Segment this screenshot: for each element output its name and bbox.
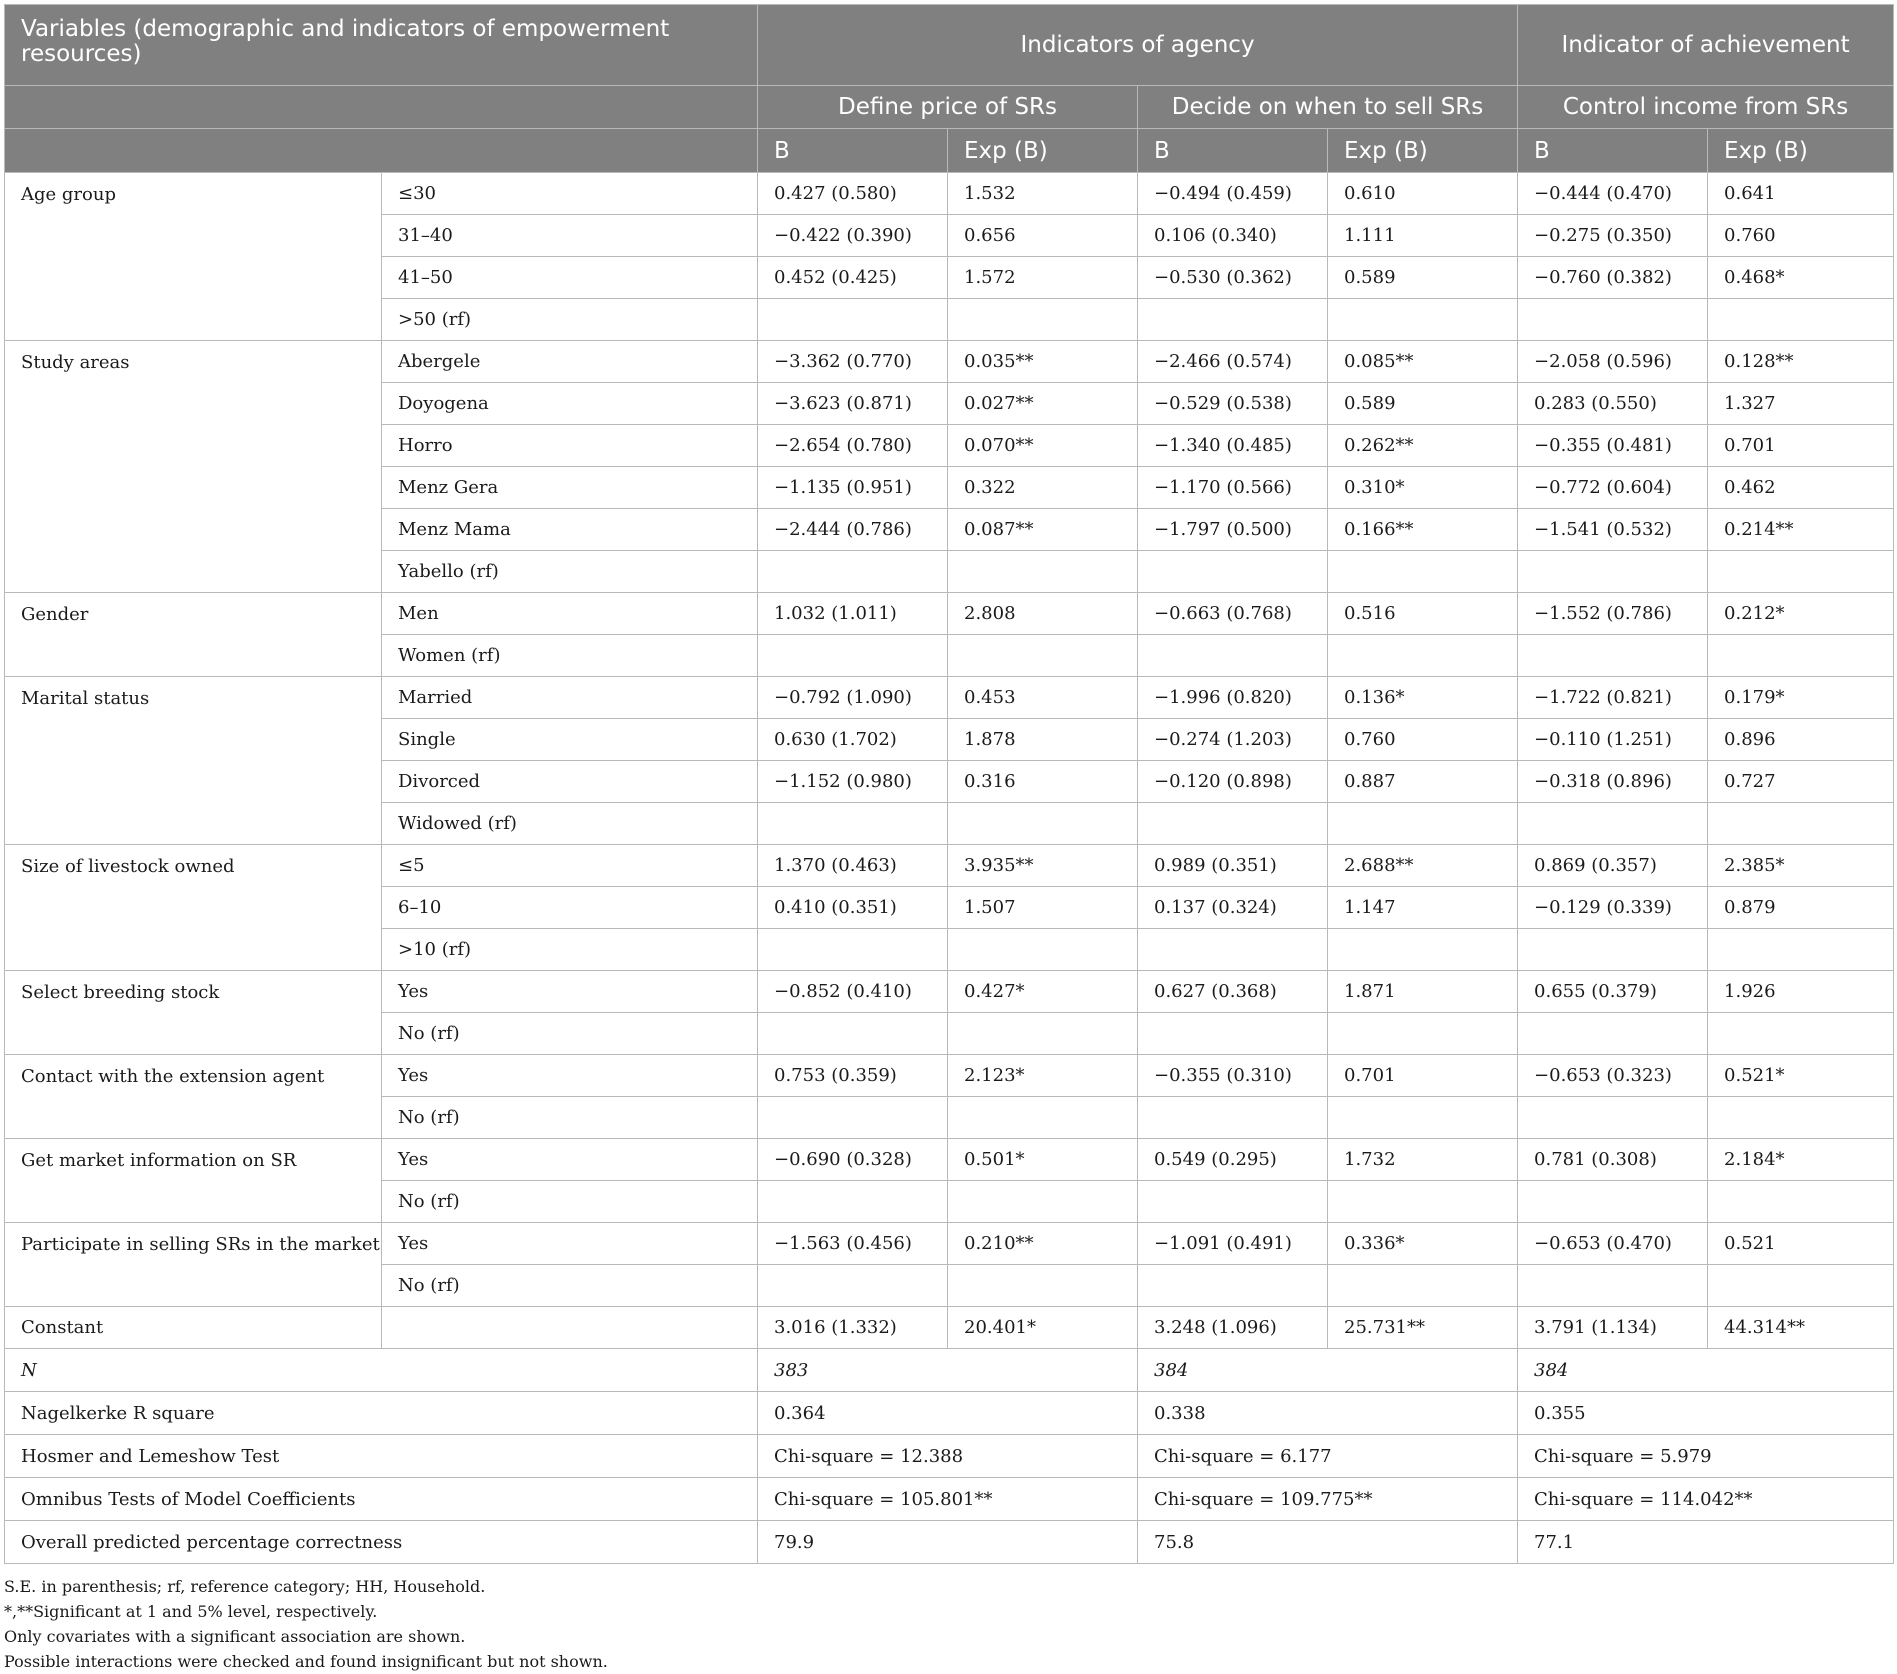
expb-cell: 1.878 xyxy=(948,719,1138,761)
expb-cell: 1.572 xyxy=(948,257,1138,299)
expb-cell xyxy=(1708,1265,1894,1307)
expb-cell: 0.516 xyxy=(1328,593,1518,635)
coef-cell xyxy=(758,1265,948,1307)
category-level: ≤5 xyxy=(382,845,758,887)
coef-cell xyxy=(758,929,948,971)
expb-cell: 0.589 xyxy=(1328,257,1518,299)
table-row xyxy=(5,971,1894,1013)
expb-cell: 0.310* xyxy=(1328,467,1518,509)
stat-row xyxy=(5,1349,1894,1392)
expb-cell xyxy=(948,1265,1138,1307)
coef-cell xyxy=(1138,1013,1328,1055)
coef-cell: −0.663 (0.768) xyxy=(1138,593,1328,635)
coef-cell xyxy=(1138,299,1328,341)
stat-value: 383 xyxy=(758,1349,1138,1392)
expb-cell: 25.731** xyxy=(1328,1307,1518,1349)
coef-cell: 3.016 (1.332) xyxy=(758,1307,948,1349)
coef-cell: 0.627 (0.368) xyxy=(1138,971,1328,1013)
coef-cell: −0.494 (0.459) xyxy=(1138,173,1328,215)
coef-cell: −0.422 (0.390) xyxy=(758,215,948,257)
expb-cell: 0.610 xyxy=(1328,173,1518,215)
coef-cell: 0.283 (0.550) xyxy=(1518,383,1708,425)
coef-cell: 0.452 (0.425) xyxy=(758,257,948,299)
expb-cell xyxy=(1708,803,1894,845)
expb-cell: 0.212* xyxy=(1708,593,1894,635)
category-level: 41–50 xyxy=(382,257,758,299)
expb-cell xyxy=(1328,551,1518,593)
coef-cell: 0.781 (0.308) xyxy=(1518,1139,1708,1181)
coef-cell: 0.137 (0.324) xyxy=(1138,887,1328,929)
coef-cell: −0.772 (0.604) xyxy=(1518,467,1708,509)
coef-cell: −0.760 (0.382) xyxy=(1518,257,1708,299)
stat-value: 75.8 xyxy=(1138,1521,1518,1564)
stat-value: 0.338 xyxy=(1138,1392,1518,1435)
coef-cell xyxy=(1138,635,1328,677)
category-level: No (rf) xyxy=(382,1265,758,1307)
b-header: B xyxy=(1138,129,1328,173)
coef-cell: −1.563 (0.456) xyxy=(758,1223,948,1265)
table-row xyxy=(5,1223,1894,1265)
stat-value: Chi-square = 6.177 xyxy=(1138,1435,1518,1478)
coef-cell: 0.989 (0.351) xyxy=(1138,845,1328,887)
expb-cell: 0.035** xyxy=(948,341,1138,383)
expb-cell: 0.262** xyxy=(1328,425,1518,467)
coef-cell xyxy=(1138,1265,1328,1307)
coef-cell: −0.653 (0.323) xyxy=(1518,1055,1708,1097)
coef-cell xyxy=(1138,803,1328,845)
expb-cell xyxy=(948,1097,1138,1139)
expb-cell xyxy=(1708,1181,1894,1223)
coef-cell: −1.722 (0.821) xyxy=(1518,677,1708,719)
expb-cell: 0.087** xyxy=(948,509,1138,551)
expb-cell xyxy=(1328,299,1518,341)
table-container xyxy=(4,4,1893,1674)
table-row xyxy=(5,593,1894,635)
category-level: Abergele xyxy=(382,341,758,383)
coef-cell xyxy=(1518,635,1708,677)
category-level: >10 (rf) xyxy=(382,929,758,971)
expb-cell: 0.521* xyxy=(1708,1055,1894,1097)
expb-cell: 1.147 xyxy=(1328,887,1518,929)
coef-cell: −0.444 (0.470) xyxy=(1518,173,1708,215)
decide-when-header: Decide on when to sell SRs xyxy=(1138,86,1518,129)
coef-cell xyxy=(758,1013,948,1055)
coef-cell: 0.549 (0.295) xyxy=(1138,1139,1328,1181)
coef-cell xyxy=(758,1097,948,1139)
expb-cell: 2.688** xyxy=(1328,845,1518,887)
expb-cell: 0.896 xyxy=(1708,719,1894,761)
agency-header: Indicators of agency xyxy=(758,5,1518,86)
category-level: Menz Mama xyxy=(382,509,758,551)
expb-cell xyxy=(1708,299,1894,341)
coef-cell xyxy=(1518,1013,1708,1055)
coef-cell xyxy=(1518,1097,1708,1139)
stat-label: Nagelkerke R square xyxy=(5,1392,758,1435)
stat-label: N xyxy=(5,1349,758,1392)
expb-cell: 0.210** xyxy=(948,1223,1138,1265)
coef-cell: −2.466 (0.574) xyxy=(1138,341,1328,383)
coef-cell: −0.690 (0.328) xyxy=(758,1139,948,1181)
category-level: Married xyxy=(382,677,758,719)
expb-cell xyxy=(948,1013,1138,1055)
stat-row xyxy=(5,1478,1894,1521)
table-row xyxy=(5,1055,1894,1097)
expb-cell: 2.123* xyxy=(948,1055,1138,1097)
category-level: No (rf) xyxy=(382,1013,758,1055)
coef-cell: −0.852 (0.410) xyxy=(758,971,948,1013)
expb-cell: 0.214** xyxy=(1708,509,1894,551)
category-level: Yabello (rf) xyxy=(382,551,758,593)
coef-cell: −0.792 (1.090) xyxy=(758,677,948,719)
constant-label: Constant xyxy=(5,1307,382,1349)
expb-cell: 0.656 xyxy=(948,215,1138,257)
expb-cell: 0.128** xyxy=(1708,341,1894,383)
expb-cell: 1.732 xyxy=(1328,1139,1518,1181)
coef-cell xyxy=(758,551,948,593)
coef-cell xyxy=(758,299,948,341)
coef-cell xyxy=(1138,1181,1328,1223)
expb-cell: 3.935** xyxy=(948,845,1138,887)
expb-cell: 1.871 xyxy=(1328,971,1518,1013)
coef-cell: −1.797 (0.500) xyxy=(1138,509,1328,551)
coef-cell: 0.106 (0.340) xyxy=(1138,215,1328,257)
category-level: Horro xyxy=(382,425,758,467)
stat-label: Hosmer and Lemeshow Test xyxy=(5,1435,758,1478)
footnote-line: Possible interactions were checked and found insignificant but not shown. xyxy=(4,1652,608,1671)
coef-cell: −2.058 (0.596) xyxy=(1518,341,1708,383)
coef-cell: −1.996 (0.820) xyxy=(1138,677,1328,719)
variable-name: Get market information on SR xyxy=(5,1139,382,1223)
variable-name: Participate in selling SRs in the market xyxy=(5,1223,382,1307)
coef-cell: −0.355 (0.481) xyxy=(1518,425,1708,467)
category-level: 31–40 xyxy=(382,215,758,257)
expb-cell xyxy=(1708,635,1894,677)
expb-cell: 0.701 xyxy=(1328,1055,1518,1097)
stat-value: Chi-square = 105.801** xyxy=(758,1478,1138,1521)
expb-cell: 0.468* xyxy=(1708,257,1894,299)
expb-cell: 0.316 xyxy=(948,761,1138,803)
stat-label: Overall predicted percentage correctness xyxy=(5,1521,758,1564)
stat-value: Chi-square = 12.388 xyxy=(758,1435,1138,1478)
empty-cell xyxy=(382,1307,758,1349)
coef-cell: 0.630 (1.702) xyxy=(758,719,948,761)
category-level: Yes xyxy=(382,1055,758,1097)
stat-row xyxy=(5,1392,1894,1435)
category-level: ≤30 xyxy=(382,173,758,215)
coef-cell: 0.655 (0.379) xyxy=(1518,971,1708,1013)
coef-cell: 0.869 (0.357) xyxy=(1518,845,1708,887)
coef-cell: 0.410 (0.351) xyxy=(758,887,948,929)
expb-cell xyxy=(1328,1265,1518,1307)
expb-cell: 0.641 xyxy=(1708,173,1894,215)
expb-cell: 1.111 xyxy=(1328,215,1518,257)
category-level: >50 (rf) xyxy=(382,299,758,341)
coef-cell: −1.135 (0.951) xyxy=(758,467,948,509)
expb-cell: 0.027** xyxy=(948,383,1138,425)
coef-cell xyxy=(1518,551,1708,593)
coef-cell: −0.318 (0.896) xyxy=(1518,761,1708,803)
category-level: Menz Gera xyxy=(382,467,758,509)
variable-name: Gender xyxy=(5,593,382,677)
category-level: Women (rf) xyxy=(382,635,758,677)
coef-cell: 0.427 (0.580) xyxy=(758,173,948,215)
category-level: Divorced xyxy=(382,761,758,803)
define-price-header: Define price of SRs xyxy=(758,86,1138,129)
coef-cell: −1.340 (0.485) xyxy=(1138,425,1328,467)
category-level: Yes xyxy=(382,1139,758,1181)
coef-cell xyxy=(1518,929,1708,971)
stat-value: Chi-square = 114.042** xyxy=(1518,1478,1894,1521)
stat-row xyxy=(5,1521,1894,1564)
variable-name: Size of livestock owned xyxy=(5,845,382,971)
expb-cell xyxy=(1328,929,1518,971)
coef-cell xyxy=(1138,1097,1328,1139)
coef-cell: −0.530 (0.362) xyxy=(1138,257,1328,299)
expb-cell xyxy=(1328,1097,1518,1139)
expb-cell: 1.507 xyxy=(948,887,1138,929)
category-level: Yes xyxy=(382,1223,758,1265)
coef-cell: −3.362 (0.770) xyxy=(758,341,948,383)
expb-cell: 0.322 xyxy=(948,467,1138,509)
variable-name: Marital status xyxy=(5,677,382,845)
coef-cell: 1.370 (0.463) xyxy=(758,845,948,887)
expb-cell: 0.070** xyxy=(948,425,1138,467)
category-level: No (rf) xyxy=(382,1181,758,1223)
expb-cell xyxy=(948,929,1138,971)
category-level: Widowed (rf) xyxy=(382,803,758,845)
coef-cell: −0.110 (1.251) xyxy=(1518,719,1708,761)
expb-cell: 0.085** xyxy=(1328,341,1518,383)
coef-cell xyxy=(758,1181,948,1223)
expb-cell: 1.532 xyxy=(948,173,1138,215)
expb-cell xyxy=(1708,929,1894,971)
coef-cell: −1.541 (0.532) xyxy=(1518,509,1708,551)
coef-cell xyxy=(1138,929,1328,971)
expb-cell: 0.760 xyxy=(1708,215,1894,257)
table-row xyxy=(5,173,1894,215)
footnote-line: S.E. in parenthesis; rf, reference category; HH, Household. xyxy=(4,1577,486,1596)
expb-cell: 44.314** xyxy=(1708,1307,1894,1349)
variable-name: Contact with the extension agent xyxy=(5,1055,382,1139)
regression-table xyxy=(4,4,1894,1564)
table-row xyxy=(5,845,1894,887)
coef-cell: −3.623 (0.871) xyxy=(758,383,948,425)
table-footnotes xyxy=(4,1574,1893,1674)
coef-cell xyxy=(1518,1181,1708,1223)
coef-cell: −1.091 (0.491) xyxy=(1138,1223,1328,1265)
expb-cell: 2.184* xyxy=(1708,1139,1894,1181)
table-header xyxy=(5,5,1894,173)
expb-cell: 0.179* xyxy=(1708,677,1894,719)
variable-name: Study areas xyxy=(5,341,382,593)
expb-header: Exp (B) xyxy=(1328,129,1518,173)
coef-cell: 1.032 (1.011) xyxy=(758,593,948,635)
expb-cell: 0.589 xyxy=(1328,383,1518,425)
stat-value: Chi-square = 5.979 xyxy=(1518,1435,1894,1478)
category-level: Yes xyxy=(382,971,758,1013)
table-body xyxy=(5,173,1894,1564)
expb-header: Exp (B) xyxy=(1708,129,1894,173)
expb-cell xyxy=(948,551,1138,593)
coef-cell: −1.552 (0.786) xyxy=(1518,593,1708,635)
category-level: No (rf) xyxy=(382,1097,758,1139)
expb-cell: 0.462 xyxy=(1708,467,1894,509)
coef-cell: −0.529 (0.538) xyxy=(1138,383,1328,425)
expb-cell: 0.879 xyxy=(1708,887,1894,929)
variables-header: Variables (demographic and indicators of empowerment resources) xyxy=(5,5,758,86)
expb-cell xyxy=(1708,1013,1894,1055)
stat-value: 0.364 xyxy=(758,1392,1138,1435)
table-row xyxy=(5,1139,1894,1181)
expb-cell: 0.760 xyxy=(1328,719,1518,761)
expb-cell: 1.926 xyxy=(1708,971,1894,1013)
variable-name: Age group xyxy=(5,173,382,341)
footnote-line: Only covariates with a significant association are shown. xyxy=(4,1627,466,1646)
coef-cell: −2.444 (0.786) xyxy=(758,509,948,551)
achievement-header: Indicator of achievement xyxy=(1518,5,1894,86)
expb-cell: 0.166** xyxy=(1328,509,1518,551)
stat-label: Omnibus Tests of Model Coefficients xyxy=(5,1478,758,1521)
coef-cell: −0.120 (0.898) xyxy=(1138,761,1328,803)
stat-value: Chi-square = 109.775** xyxy=(1138,1478,1518,1521)
category-level: 6–10 xyxy=(382,887,758,929)
stat-value: 384 xyxy=(1138,1349,1518,1392)
expb-cell: 2.808 xyxy=(948,593,1138,635)
stat-value: 77.1 xyxy=(1518,1521,1894,1564)
expb-cell: 0.136* xyxy=(1328,677,1518,719)
coef-cell xyxy=(758,635,948,677)
expb-cell xyxy=(1328,1181,1518,1223)
coef-cell xyxy=(1518,803,1708,845)
variable-name: Select breeding stock xyxy=(5,971,382,1055)
constant-row xyxy=(5,1307,1894,1349)
coef-cell: 3.791 (1.134) xyxy=(1518,1307,1708,1349)
expb-cell: 0.427* xyxy=(948,971,1138,1013)
expb-cell xyxy=(948,1181,1138,1223)
expb-cell: 0.501* xyxy=(948,1139,1138,1181)
stat-value: 384 xyxy=(1518,1349,1894,1392)
coef-cell: −0.275 (0.350) xyxy=(1518,215,1708,257)
expb-cell: 20.401* xyxy=(948,1307,1138,1349)
coef-cell: −0.653 (0.470) xyxy=(1518,1223,1708,1265)
header-blank xyxy=(5,86,758,129)
coef-cell xyxy=(1518,299,1708,341)
expb-cell xyxy=(1328,635,1518,677)
expb-cell xyxy=(948,803,1138,845)
coef-cell: −1.152 (0.980) xyxy=(758,761,948,803)
table-row xyxy=(5,341,1894,383)
coef-cell xyxy=(1518,1265,1708,1307)
table-row xyxy=(5,677,1894,719)
header-blank xyxy=(5,129,758,173)
expb-cell xyxy=(1708,551,1894,593)
expb-cell: 0.521 xyxy=(1708,1223,1894,1265)
expb-cell: 0.453 xyxy=(948,677,1138,719)
b-header: B xyxy=(1518,129,1708,173)
coef-cell: −0.355 (0.310) xyxy=(1138,1055,1328,1097)
footnote-line: *,**Significant at 1 and 5% level, respectively. xyxy=(4,1602,378,1621)
category-level: Men xyxy=(382,593,758,635)
coef-cell: −1.170 (0.566) xyxy=(1138,467,1328,509)
category-level: Doyogena xyxy=(382,383,758,425)
stat-row xyxy=(5,1435,1894,1478)
expb-cell xyxy=(1328,803,1518,845)
expb-header: Exp (B) xyxy=(948,129,1138,173)
expb-cell: 2.385* xyxy=(1708,845,1894,887)
coef-cell xyxy=(758,803,948,845)
coef-cell xyxy=(1138,551,1328,593)
expb-cell xyxy=(1708,1097,1894,1139)
stat-value: 79.9 xyxy=(758,1521,1138,1564)
expb-cell xyxy=(948,299,1138,341)
expb-cell xyxy=(948,635,1138,677)
expb-cell: 0.701 xyxy=(1708,425,1894,467)
b-header: B xyxy=(758,129,948,173)
stat-value: 0.355 xyxy=(1518,1392,1894,1435)
coef-cell: −2.654 (0.780) xyxy=(758,425,948,467)
coef-cell: −0.274 (1.203) xyxy=(1138,719,1328,761)
expb-cell: 1.327 xyxy=(1708,383,1894,425)
coef-cell: −0.129 (0.339) xyxy=(1518,887,1708,929)
expb-cell: 0.336* xyxy=(1328,1223,1518,1265)
category-level: Single xyxy=(382,719,758,761)
expb-cell xyxy=(1328,1013,1518,1055)
expb-cell: 0.887 xyxy=(1328,761,1518,803)
coef-cell: 3.248 (1.096) xyxy=(1138,1307,1328,1349)
control-income-header: Control income from SRs xyxy=(1518,86,1894,129)
coef-cell: 0.753 (0.359) xyxy=(758,1055,948,1097)
expb-cell: 0.727 xyxy=(1708,761,1894,803)
